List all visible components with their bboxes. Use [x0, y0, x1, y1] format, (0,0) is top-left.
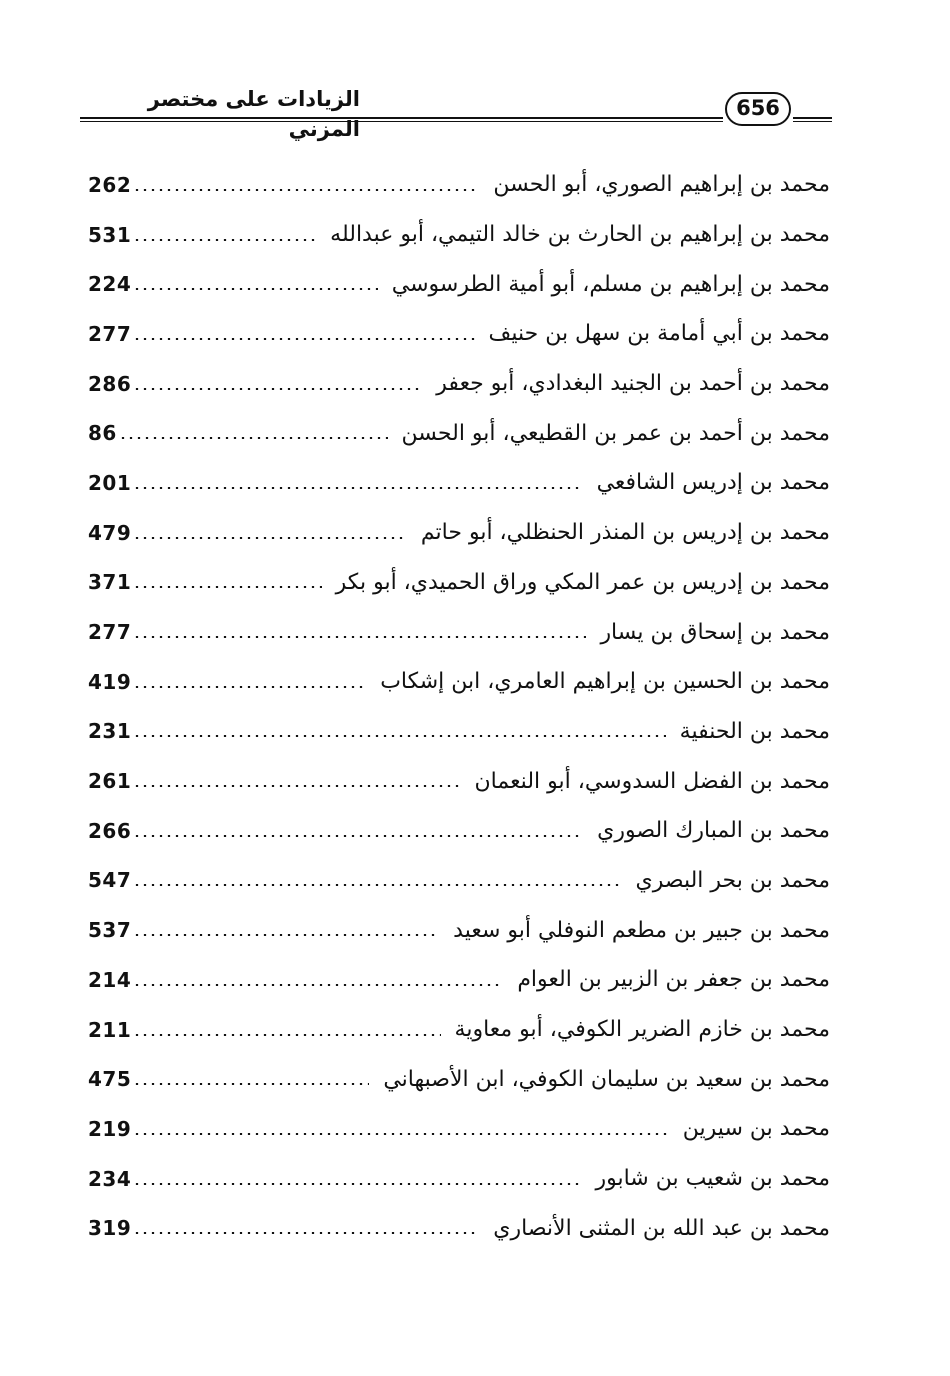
dot-leader	[133, 884, 621, 886]
index-entry	[88, 657, 830, 707]
entry-name: محمد بن إدريس الشافعي	[596, 470, 830, 496]
entry-page-number: 224	[88, 272, 132, 297]
dot-leader	[133, 934, 439, 936]
entry-name: محمد بن إدريس بن عمر المكي وراق الحميدي، أبو بكر	[335, 569, 830, 595]
index-entry	[88, 259, 830, 309]
index-entry	[88, 210, 830, 260]
entry-name: محمد بن الفضل السدوسي، أبو النعمان	[474, 768, 830, 794]
dot-leader	[133, 537, 407, 539]
index-entry	[88, 1054, 830, 1104]
index-entry	[88, 905, 830, 955]
page-header	[80, 84, 832, 141]
index-entry	[88, 408, 830, 458]
dot-leader	[133, 338, 474, 340]
index-entry	[88, 1104, 830, 1154]
entry-page-number: 262	[88, 172, 132, 197]
dot-leader	[133, 586, 321, 588]
index-entry	[88, 607, 830, 657]
entry-page-number: 219	[88, 1116, 132, 1141]
dot-leader	[133, 785, 460, 787]
index-entry	[88, 1154, 830, 1204]
entry-name: محمد بن إدريس بن المنذر الحنظلي، أبو حاتم	[420, 520, 830, 546]
page-number: 656	[725, 92, 791, 126]
index-entry	[88, 558, 830, 608]
entry-page-number: 475	[88, 1067, 132, 1092]
running-title: الزيادات على مختصر المزني	[147, 87, 360, 141]
entry-name: محمد بن أبي أمامة بن سهل بن حنيف	[488, 321, 830, 347]
index-entry	[88, 806, 830, 856]
entry-page-number: 86	[88, 421, 117, 446]
entry-name: محمد بن جعفر بن الزبير بن العوام	[517, 967, 830, 993]
dot-leader	[133, 636, 586, 638]
dot-leader	[133, 835, 583, 837]
entry-page-number: 286	[88, 371, 132, 396]
entry-page-number: 261	[88, 769, 132, 794]
entry-name: محمد بن إسحاق بن يسار	[600, 619, 830, 645]
entry-page-number: 531	[88, 222, 132, 247]
index-entry	[88, 955, 830, 1005]
entry-name: محمد بن جبير بن مطعم النوفلي أبو سعيد	[453, 917, 830, 943]
dot-leader	[133, 1232, 479, 1234]
index-entry	[88, 1203, 830, 1253]
dot-leader	[133, 487, 582, 489]
header-rule	[80, 117, 723, 122]
entry-page-number: 371	[88, 570, 132, 595]
entry-name: محمد بن الحسين بن إبراهيم العامري، ابن إشكاب	[380, 669, 830, 695]
dot-leader	[133, 1083, 369, 1085]
entry-name: محمد بن أحمد بن الجنيد البغدادي، أبو جعفر	[436, 371, 830, 397]
entry-name: محمد بن الحنفية	[679, 718, 830, 744]
entry-name: محمد بن سعيد بن سليمان الكوفي، ابن الأصبهاني	[383, 1066, 830, 1092]
dot-leader	[133, 1034, 440, 1036]
dot-leader	[133, 686, 366, 688]
dot-leader	[133, 239, 316, 241]
dot-leader	[133, 288, 378, 290]
dot-leader	[133, 735, 665, 737]
index-entry	[88, 707, 830, 757]
entry-name: محمد بن أحمد بن عمر بن القطيعي، أبو الحسن	[401, 420, 830, 446]
index-list	[88, 160, 830, 1253]
entry-name: محمد بن إبراهيم بن الحارث بن خالد التيمي، أبو عبدالله	[330, 222, 830, 248]
index-entry	[88, 856, 830, 906]
header-rule-end	[793, 117, 832, 122]
entry-name: محمد بن بحر البصري	[635, 867, 830, 893]
entry-page-number: 231	[88, 719, 132, 744]
entry-name: محمد بن إبراهيم بن مسلم، أبو أمية الطرسوسي	[391, 271, 830, 297]
index-entry	[88, 359, 830, 409]
entry-page-number: 266	[88, 818, 132, 843]
entry-page-number: 547	[88, 868, 132, 893]
entry-page-number: 214	[88, 967, 132, 992]
entry-name: محمد بن إبراهيم الصوري، أبو الحسن	[493, 172, 830, 198]
entry-name: محمد بن سيرين	[682, 1116, 830, 1142]
dot-leader	[133, 388, 422, 390]
index-entry	[88, 160, 830, 210]
index-entry	[88, 508, 830, 558]
index-entry	[88, 1005, 830, 1055]
entry-page-number: 211	[88, 1017, 132, 1042]
index-entry	[88, 756, 830, 806]
entry-page-number: 319	[88, 1216, 132, 1241]
entry-name: محمد بن المبارك الصوري	[597, 818, 830, 844]
dot-leader	[133, 984, 503, 986]
entry-page-number: 537	[88, 918, 132, 943]
dot-leader	[133, 1133, 669, 1135]
index-entry	[88, 458, 830, 508]
dot-leader	[119, 437, 388, 439]
index-entry	[88, 309, 830, 359]
entry-page-number: 234	[88, 1166, 132, 1191]
entry-page-number: 419	[88, 669, 132, 694]
entry-name: محمد بن شعيب بن شابور	[595, 1166, 830, 1192]
dot-leader	[133, 189, 479, 191]
entry-page-number: 479	[88, 520, 132, 545]
dot-leader	[133, 1183, 581, 1185]
entry-name: محمد بن عبد الله بن المثنى الأنصاري	[493, 1215, 830, 1241]
entry-page-number: 201	[88, 470, 132, 495]
entry-name: محمد بن خازم الضرير الكوفي، أبو معاوية	[454, 1017, 830, 1043]
entry-page-number: 277	[88, 620, 132, 645]
entry-page-number: 277	[88, 321, 132, 346]
